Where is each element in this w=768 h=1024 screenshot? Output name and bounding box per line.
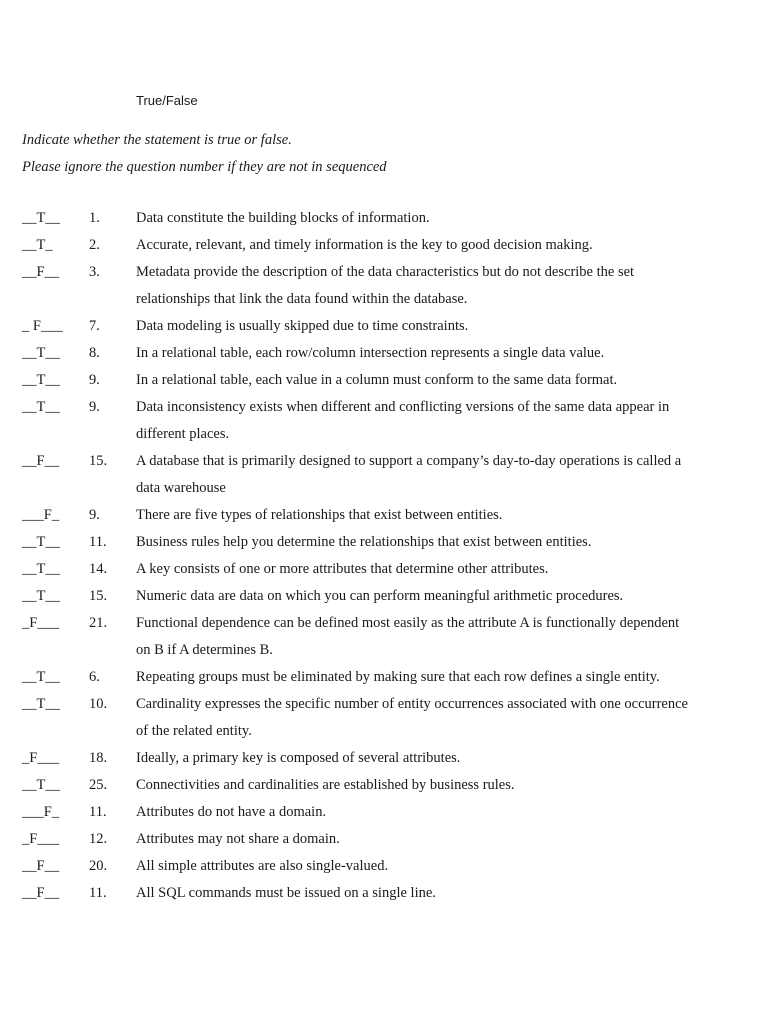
answer-blank: _F___ xyxy=(22,615,60,631)
question-number: 11. xyxy=(89,534,107,550)
answer-blank: _ F___ xyxy=(22,318,63,334)
question-number: 8. xyxy=(89,345,100,361)
question-statement: Cardinality expresses the specific number of entity occurrences associated with one occurrence of the related entity. xyxy=(136,696,688,739)
answer-blank: __T__ xyxy=(22,777,60,793)
answer-blank: _F___ xyxy=(22,831,60,847)
question-row xyxy=(0,205,768,232)
question-statement: Ideally, a primary key is composed of several attributes. xyxy=(136,750,461,766)
question-row xyxy=(0,394,768,448)
question-number: 15. xyxy=(89,588,108,604)
question-number: 9. xyxy=(89,507,100,523)
question-statement: Functional dependence can be defined most easily as the attribute A is functionally dependent on B if A determines B. xyxy=(136,615,680,658)
question-row xyxy=(0,583,768,610)
question-number: 12. xyxy=(89,831,108,847)
question-statement: All SQL commands must be issued on a single line. xyxy=(136,885,436,901)
question-row xyxy=(0,853,768,880)
answer-blank: __F__ xyxy=(22,858,60,874)
page-heading: True/False xyxy=(136,93,198,108)
question-number: 3. xyxy=(89,264,100,280)
answer-blank: __F__ xyxy=(22,264,60,280)
question-list xyxy=(0,205,768,907)
question-statement: A key consists of one or more attributes that determine other attributes. xyxy=(136,561,549,577)
answer-blank: __T_ xyxy=(22,237,53,253)
question-statement: Attributes do not have a domain. xyxy=(136,804,327,820)
question-statement: A database that is primarily designed to support a company’s day-to-day operations is called a data warehouse xyxy=(136,453,682,496)
question-number: 14. xyxy=(89,561,108,577)
question-row xyxy=(0,529,768,556)
question-statement: In a relational table, each row/column intersection represents a single data value. xyxy=(136,345,605,361)
answer-blank: ___F_ xyxy=(22,507,60,523)
question-statement: All simple attributes are also single-valued. xyxy=(136,858,389,874)
question-row xyxy=(0,259,768,313)
answer-blank: __T__ xyxy=(22,588,60,604)
answer-blank: __T__ xyxy=(22,345,60,361)
question-row xyxy=(0,772,768,799)
question-number: 21. xyxy=(89,615,108,631)
question-statement: Business rules help you determine the relationships that exist between entities. xyxy=(136,534,592,550)
question-number: 1. xyxy=(89,210,100,226)
question-statement: Attributes may not share a domain. xyxy=(136,831,340,847)
question-number: 9. xyxy=(89,372,100,388)
question-number: 9. xyxy=(89,399,100,415)
question-row xyxy=(0,367,768,394)
answer-blank: __T__ xyxy=(22,399,60,415)
question-row xyxy=(0,664,768,691)
answer-blank: __T__ xyxy=(22,696,60,712)
question-statement: Accurate, relevant, and timely information is the key to good decision making. xyxy=(136,237,593,253)
question-statement: Numeric data are data on which you can perform meaningful arithmetic procedures. xyxy=(136,588,624,604)
question-number: 7. xyxy=(89,318,100,334)
question-number: 11. xyxy=(89,885,107,901)
question-row xyxy=(0,313,768,340)
question-number: 25. xyxy=(89,777,108,793)
question-number: 15. xyxy=(89,453,108,469)
answer-blank: ___F_ xyxy=(22,804,60,820)
question-number: 20. xyxy=(89,858,108,874)
answer-blank: __T__ xyxy=(22,372,60,388)
question-statement: Connectivities and cardinalities are established by business rules. xyxy=(136,777,515,793)
answer-blank: __F__ xyxy=(22,885,60,901)
question-statement: Repeating groups must be eliminated by making sure that each row defines a single entity. xyxy=(136,669,660,685)
question-statement: Metadata provide the description of the data characteristics but do not describe the set relationships that link the data found within the database. xyxy=(136,264,635,307)
question-row xyxy=(0,448,768,502)
question-number: 2. xyxy=(89,237,100,253)
answer-blank: _F___ xyxy=(22,750,60,766)
instruction-line: Please ignore the question number if they are not in sequenced xyxy=(22,159,387,175)
question-number: 10. xyxy=(89,696,108,712)
question-statement: Data constitute the building blocks of information. xyxy=(136,210,430,226)
question-number: 18. xyxy=(89,750,108,766)
question-statement: Data modeling is usually skipped due to time constraints. xyxy=(136,318,469,334)
answer-blank: __T__ xyxy=(22,669,60,685)
question-statement: There are five types of relationships that exist between entities. xyxy=(136,507,503,523)
question-row xyxy=(0,691,768,745)
instruction-line: Indicate whether the statement is true or false. xyxy=(22,132,292,148)
answer-blank: __F__ xyxy=(22,453,60,469)
question-number: 6. xyxy=(89,669,100,685)
question-statement: Data inconsistency exists when different and conflicting versions of the same data appear in different places. xyxy=(136,399,670,442)
question-statement: In a relational table, each value in a column must conform to the same data format. xyxy=(136,372,618,388)
question-row xyxy=(0,826,768,853)
question-row xyxy=(0,799,768,826)
question-row xyxy=(0,880,768,907)
question-row xyxy=(0,232,768,259)
question-row xyxy=(0,340,768,367)
question-row xyxy=(0,556,768,583)
question-row xyxy=(0,502,768,529)
question-row xyxy=(0,610,768,664)
answer-blank: __T__ xyxy=(22,561,60,577)
question-number: 11. xyxy=(89,804,107,820)
instructions xyxy=(22,127,387,181)
question-row xyxy=(0,745,768,772)
answer-blank: __T__ xyxy=(22,210,60,226)
answer-blank: __T__ xyxy=(22,534,60,550)
